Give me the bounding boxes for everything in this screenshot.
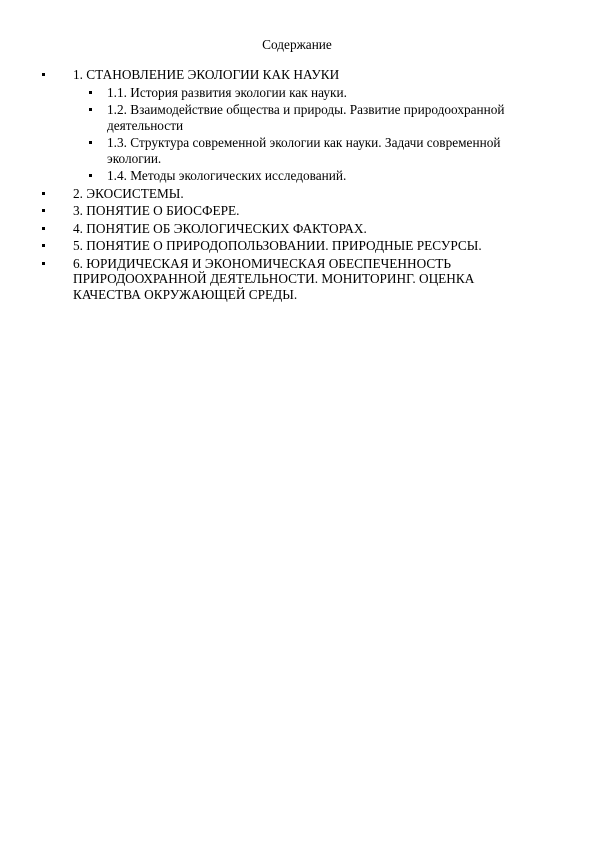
square-bullet-icon [89, 174, 92, 177]
toc-item-label: 1.3. Структура современной экологии как науки. Задачи современной экологии. [107, 135, 501, 166]
toc-item-3 [0, 203, 523, 219]
table-of-contents [0, 67, 594, 304]
toc-item-label: 3. ПОНЯТИЕ О БИОСФЕРЕ. [73, 203, 240, 218]
square-bullet-icon [42, 73, 45, 76]
toc-item-1-2 [0, 102, 537, 133]
toc-item-label: 6. ЮРИДИЧЕСКАЯ И ЭКОНОМИЧЕСКАЯ ОБЕСПЕЧЕННОСТЬ ПРИРОДООХРАННОЙ ДЕЯТЕЛЬНОСТИ. МОНИТОРИНГ. ОЦЕНКА КАЧЕСТВА ОКРУЖАЮЩЕЙ СРЕДЫ. [73, 255, 475, 302]
toc-item-4 [0, 221, 523, 237]
square-bullet-icon [89, 91, 92, 94]
square-bullet-icon [89, 108, 92, 111]
square-bullet-icon [42, 244, 45, 247]
toc-item-5 [0, 238, 523, 254]
page-title: Содержание [262, 37, 332, 52]
toc-item-label: 5. ПОНЯТИЕ О ПРИРОДОПОЛЬЗОВАНИИ. ПРИРОДНЫЕ РЕСУРСЫ. [73, 238, 482, 253]
toc-item-label: 1.4. Методы экологических исследований. [107, 168, 347, 183]
square-bullet-icon [89, 141, 92, 144]
toc-item-1-4 [0, 168, 537, 184]
toc-item-6 [0, 256, 523, 303]
square-bullet-icon [42, 192, 45, 195]
toc-item-2 [0, 186, 523, 202]
toc-item-label: 1.1. История развития экологии как науки. [107, 84, 347, 100]
toc-item-label: 1.2. Взаимодействие общества и природы. Развитие природоохранной деятельности [107, 102, 505, 133]
toc-item-1 [0, 67, 523, 83]
square-bullet-icon [42, 227, 45, 230]
toc-item-1-3 [0, 135, 537, 166]
toc-item-label: 2. ЭКОСИСТЕМЫ. [73, 185, 184, 201]
toc-item-label: 4. ПОНЯТИЕ ОБ ЭКОЛОГИЧЕСКИХ ФАКТОРАХ. [73, 220, 367, 236]
toc-item-label: 1. СТАНОВЛЕНИЕ ЭКОЛОГИИ КАК НАУКИ [73, 67, 340, 82]
square-bullet-icon [42, 209, 45, 212]
square-bullet-icon [42, 262, 45, 265]
toc-item-1-1 [0, 85, 537, 101]
